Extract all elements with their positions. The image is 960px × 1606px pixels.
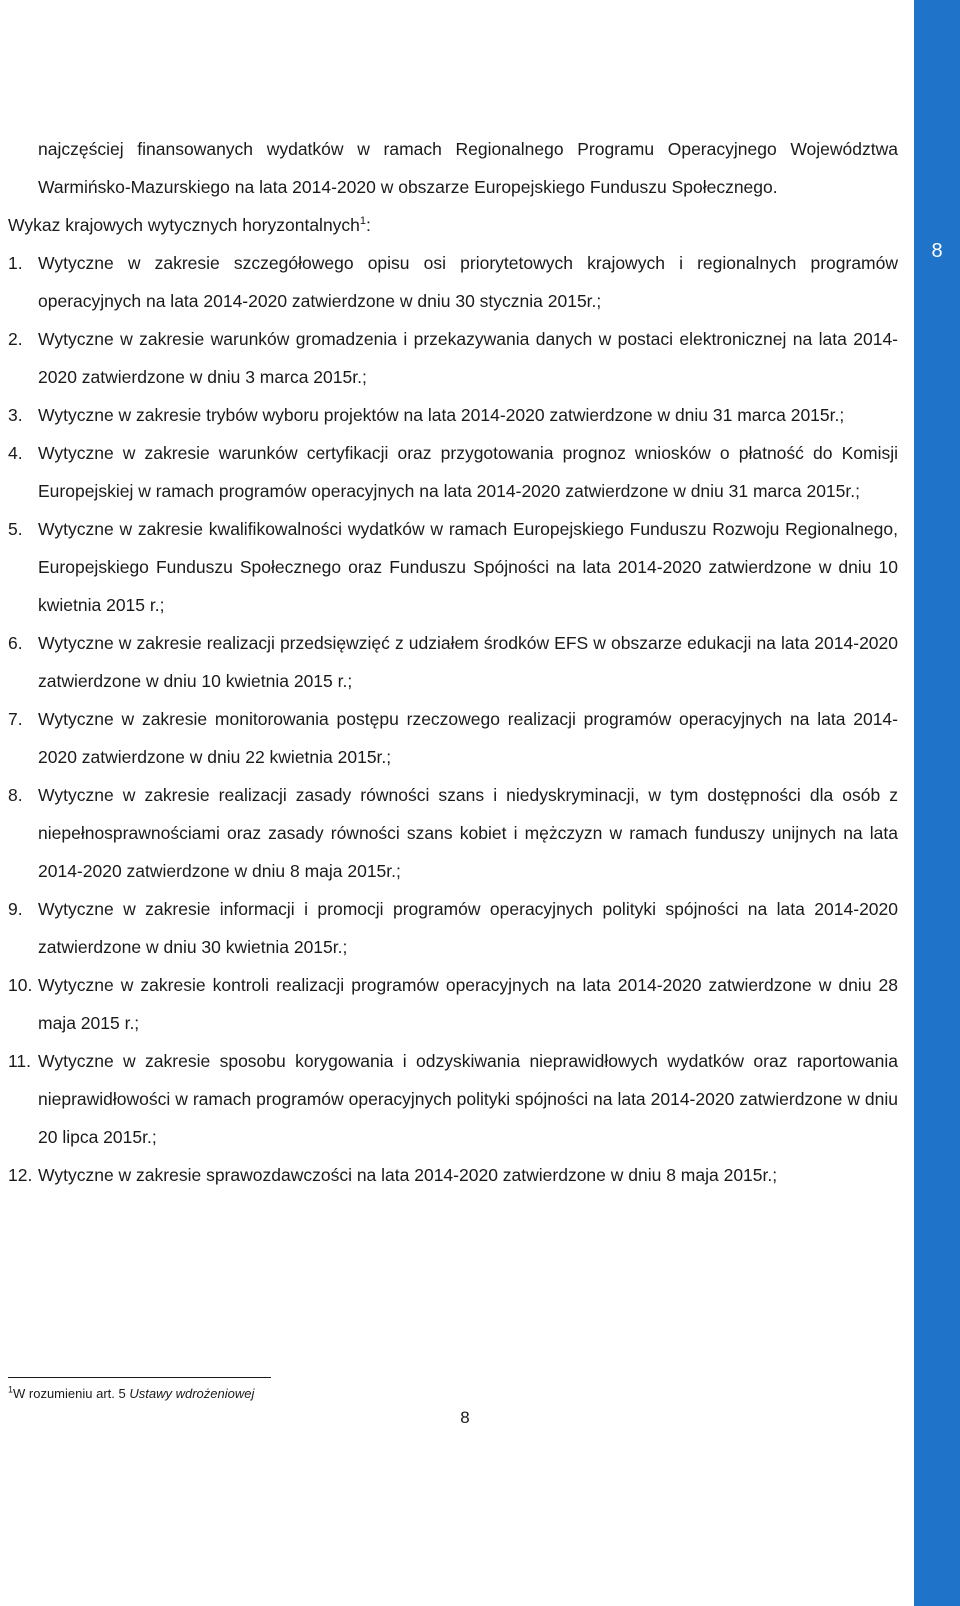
guideline-text: Wytyczne w zakresie szczegółowego opisu osi priorytetowych krajowych i regionalnych programów operacyjnych na lata 2014-2020 zatwierdzone w dniu 30 stycznia 2015r.; <box>38 253 898 311</box>
guideline-item <box>8 890 898 966</box>
guideline-item <box>8 966 898 1042</box>
guideline-item <box>8 320 898 396</box>
footnote-reference[interactable]: 1 <box>359 215 367 228</box>
guideline-item <box>8 700 898 776</box>
guideline-number: 7. <box>8 709 23 729</box>
guideline-number: 5. <box>8 519 23 539</box>
guideline-number: 12. <box>8 1165 33 1185</box>
list-heading-suffix: : <box>366 215 371 235</box>
page-sidebar-bar <box>914 0 960 1606</box>
guideline-number: 8. <box>8 785 23 805</box>
list-heading-text: Wykaz krajowych wytycznych horyzontalnych <box>8 215 360 235</box>
guideline-number: 4. <box>8 443 23 463</box>
guideline-item <box>8 510 898 624</box>
sidebar-page-number: 8 <box>931 240 943 262</box>
guideline-item <box>8 1042 898 1156</box>
footnote-number: 1 <box>8 1384 14 1395</box>
guideline-text: Wytyczne w zakresie informacji i promocji programów operacyjnych polityki spójności na lata 2014-2020 zatwierdzone w dniu 30 kwietnia 2015r.; <box>38 899 898 957</box>
guideline-number: 1. <box>8 253 23 273</box>
guideline-item <box>8 244 898 320</box>
guideline-text: Wytyczne w zakresie monitorowania postępu rzeczowego realizacji programów operacyjnych na lata 2014-2020 zatwierdzone w dniu 22 kwietnia 2015r.; <box>38 709 898 767</box>
footnote-separator <box>8 1377 271 1378</box>
guideline-item <box>8 776 898 890</box>
intro-paragraph: najczęściej finansowanych wydatków w ramach Regionalnego Programu Operacyjnego Województwa Warmińsko-Mazurskiego na lata 2014-2020 w obszarze Europejskiego Funduszu Społecznego. <box>38 139 898 197</box>
page-content <box>8 130 898 1194</box>
guideline-text: Wytyczne w zakresie sprawozdawczości na lata 2014-2020 zatwierdzone w dniu 8 maja 2015r.; <box>38 1165 778 1185</box>
guideline-text: Wytyczne w zakresie kwalifikowalności wydatków w ramach Europejskiego Funduszu Rozwoju Regionalnego, Europejskiego Funduszu Społecznego oraz Funduszu Spójności na lata 2014-2020 zatwierdzone w dniu 10 kwietnia 2015 r.; <box>38 519 898 615</box>
guideline-text: Wytyczne w zakresie kontroli realizacji programów operacyjnych na lata 2014-2020 zatwierdzone w dniu 28 maja 2015 r.; <box>38 975 898 1033</box>
guidelines-list <box>8 244 898 1194</box>
guideline-text: Wytyczne w zakresie warunków certyfikacji oraz przygotowania prognoz wniosków o płatność do Komisji Europejskiej w ramach programów operacyjnych na lata 2014-2020 zatwierdzone w dniu 31 marca 2015r.; <box>38 443 898 501</box>
guideline-number: 9. <box>8 899 23 919</box>
guideline-text: Wytyczne w zakresie trybów wyboru projektów na lata 2014-2020 zatwierdzone w dniu 31 marca 2015r.; <box>38 405 845 425</box>
guideline-number: 11. <box>8 1051 32 1071</box>
guideline-item <box>8 396 898 434</box>
guideline-number: 3. <box>8 405 23 425</box>
footnote-text: W rozumieniu art. 5 <box>13 1386 130 1401</box>
guideline-item <box>8 624 898 700</box>
guideline-text: Wytyczne w zakresie sposobu korygowania i odzyskiwania nieprawidłowych wydatków oraz raportowania nieprawidłowości w ramach programów operacyjnych polityki spójności na lata 2014-2020 zatwierdzone w dniu 20 lipca 2015r.; <box>38 1051 898 1147</box>
guideline-text: Wytyczne w zakresie warunków gromadzenia i przekazywania danych w postaci elektronicznej na lata 2014-2020 zatwierdzone w dniu 3 marca 2015r.; <box>38 329 898 387</box>
footnote <box>8 1386 254 1401</box>
footnote-italic-text: Ustawy wdrożeniowej <box>129 1386 255 1401</box>
guideline-number: 10. <box>8 975 33 995</box>
guideline-number: 2. <box>8 329 23 349</box>
guideline-item <box>8 1156 898 1194</box>
guideline-number: 6. <box>8 633 23 653</box>
guideline-text: Wytyczne w zakresie realizacji przedsięwzięć z udziałem środków EFS w obszarze edukacji na lata 2014-2020 zatwierdzone w dniu 10 kwietnia 2015 r.; <box>38 633 898 691</box>
list-heading <box>8 206 898 244</box>
page-number: 8 <box>460 1408 470 1427</box>
guideline-text: Wytyczne w zakresie realizacji zasady równości szans i niedyskryminacji, w tym dostępności dla osób z niepełnosprawnościami oraz zasady równości szans kobiet i mężczyzn w ramach funduszy unijnych na lata 2014-2020 zatwierdzone w dniu 8 maja 2015r.; <box>38 785 898 881</box>
guideline-item <box>8 434 898 510</box>
